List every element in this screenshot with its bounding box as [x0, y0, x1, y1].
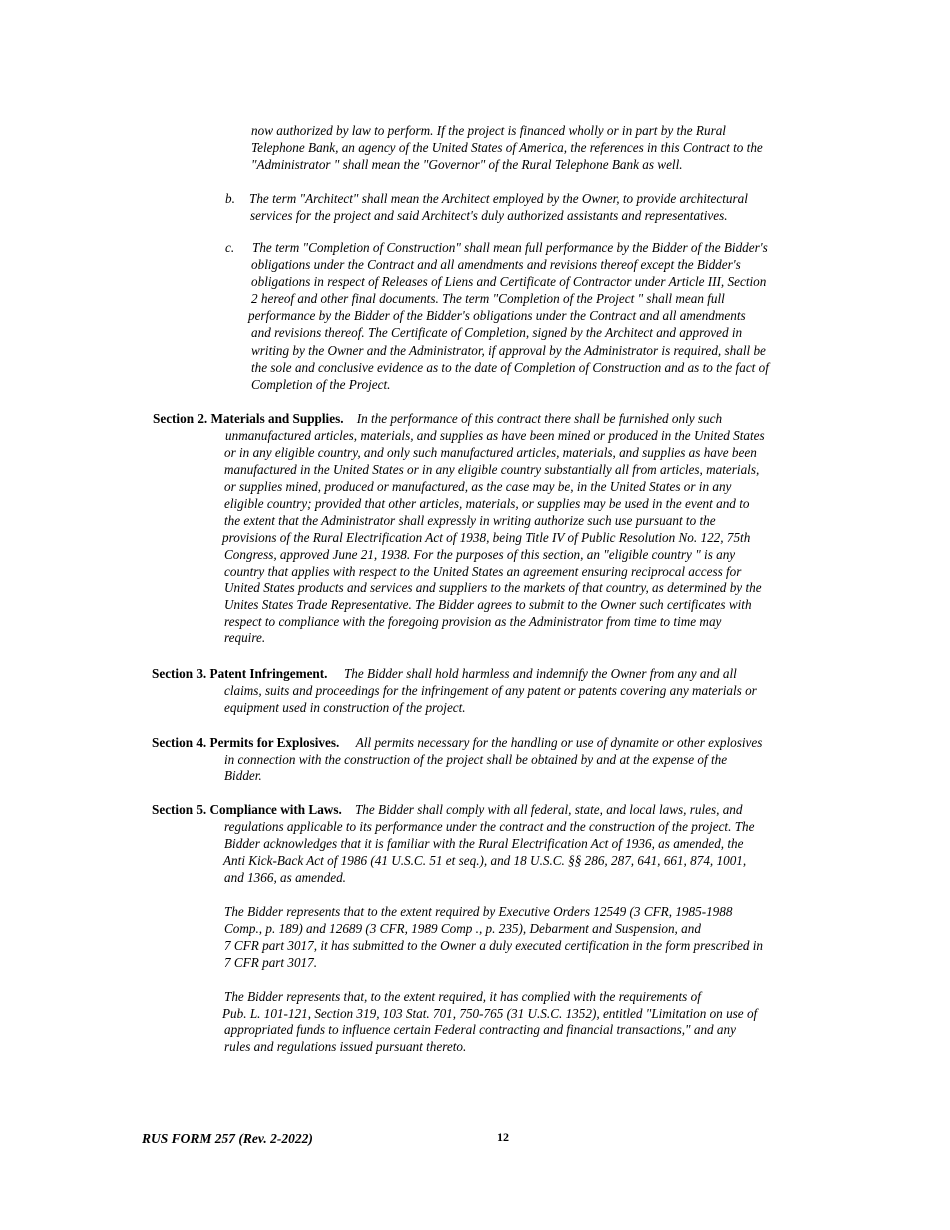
section-5-line: Bidder acknowledges that it is familiar with the Rural Electrification Act of 1936, as amended, the [224, 836, 744, 851]
section-2-line: respect to compliance with the foregoing provision as the Administrator from time to time may [224, 614, 722, 629]
section-4-title: Section 4. Permits for Explosives. [152, 735, 340, 750]
intro-line: "Administrator " shall mean the "Governor" of the Rural Telephone Bank as well. [251, 157, 683, 172]
section-5-heading [152, 801, 743, 818]
intro-line: now authorized by law to perform. If the project is financed wholly or in part by the Rural [251, 123, 726, 138]
item-c-line: 2 hereof and other final documents. The term "Completion of the Project " shall mean full [251, 291, 725, 306]
section-4-heading [152, 734, 762, 751]
section-3-line: claims, suits and proceedings for the infringement of any patent or patents covering any materials or [224, 683, 757, 698]
item-b-line: The term "Architect" shall mean the Architect employed by the Owner, to provide architectural [249, 191, 748, 206]
section-2-line: or in any eligible country, and only such manufactured articles, materials, and supplies as have been [224, 445, 757, 460]
section-2-line: provisions of the Rural Electrification Act of 1938, being Title IV of Public Resolution No. 122, 75th [222, 530, 751, 545]
section-5-line: regulations applicable to its performance under the contract and the construction of the project. The [224, 819, 755, 834]
section-3-first-line: The Bidder shall hold harmless and indemnify the Owner from any and all [343, 666, 737, 681]
section-3-line: equipment used in construction of the project. [224, 700, 466, 715]
section-2-line: require. [224, 630, 266, 645]
section-5-para3-line: rules and regulations issued pursuant thereto. [224, 1039, 467, 1054]
section-2-first-line: In the performance of this contract there shall be furnished only such [356, 411, 723, 426]
section-2-line: Unites States Trade Representative. The Bidder agrees to submit to the Owner such certificates with [224, 597, 752, 612]
section-5-para2-line: The Bidder represents that to the extent required by Executive Orders 12549 (3 CFR, 1985-1988 [224, 904, 733, 919]
section-5-para3-line: appropriated funds to influence certain Federal contracting and financial transactions," and any [224, 1022, 736, 1037]
section-5-para2-line: 7 CFR part 3017, it has submitted to the Owner a duly executed certification in the form prescribed in [224, 938, 764, 953]
item-b-marker: b. [225, 191, 235, 206]
item-c-marker: c. [225, 240, 235, 255]
item-c-line: writing by the Owner and the Administrator, if approval by the Administrator is required, shall be [251, 343, 766, 358]
item-c-line: The term "Completion of Construction" shall mean full performance by the Bidder of the Bidder's [252, 240, 768, 255]
section-5-para2-line: 7 CFR part 3017. [224, 955, 318, 970]
section-2-line: manufactured in the United States or in any eligible country substantially all from articles, materials, [224, 462, 760, 477]
item-c-line: performance by the Bidder of the Bidder's obligations under the Contract and all amendments [248, 308, 746, 323]
section-2-line: or supplies mined, produced or manufactured, as the case may be, in the United States or in any [224, 479, 732, 494]
section-3-heading [152, 665, 737, 682]
item-c-line: and revisions thereof. The Certificate of Completion, signed by the Architect and approved in [251, 325, 743, 340]
section-5-line: Anti Kick-Back Act of 1986 (41 U.S.C. 51 et seq.), and 18 U.S.C. §§ 286, 287, 641, 661, 874, 1001, [223, 853, 747, 868]
section-5-line: and 1366, as amended. [224, 870, 346, 885]
section-5-para3-line: Pub. L. 101-121, Section 319, 103 Stat. 701, 750-765 (31 U.S.C. 1352), entitled "Limitation on use of [222, 1006, 758, 1021]
section-2-title: Section 2. Materials and Supplies. [153, 411, 344, 426]
section-5-para3-line: The Bidder represents that, to the extent required, it has complied with the requirements of [224, 989, 701, 1004]
section-3-title: Section 3. Patent Infringement. [152, 666, 328, 681]
section-2-line: unmanufactured articles, materials, and supplies as have been mined or produced in the United States [225, 428, 765, 443]
section-4-line: in connection with the construction of the project shall be obtained by and at the expense of the [224, 752, 728, 767]
page-number: 12 [497, 1130, 509, 1144]
section-2-line: the extent that the Administrator shall expressly in writing authorize such use pursuant to the [224, 513, 716, 528]
section-2-line: Congress, approved June 21, 1938. For the purposes of this section, an "eligible country " is any [224, 547, 736, 562]
section-2-line: United States products and services and suppliers to the markets of that country, as determined by the [224, 580, 762, 595]
section-5-title: Section 5. Compliance with Laws. [152, 802, 342, 817]
item-b-line: services for the project and said Architect's duly authorized assistants and representatives. [250, 208, 728, 223]
item-c-line: obligations in respect of Releases of Liens and Certificate of Contractor under Article III, Section [251, 274, 767, 289]
section-4-line: Bidder. [224, 768, 262, 783]
section-2-line: country that applies with respect to the United States an agreement ensuring reciprocal access for [224, 564, 742, 579]
section-2-heading [153, 410, 722, 427]
item-c-line: Completion of the Project. [251, 377, 391, 392]
item-c-line: the sole and conclusive evidence as to the date of Completion of Construction and as to the fact of [251, 360, 769, 375]
section-4-first-line: All permits necessary for the handling or use of dynamite or other explosives [355, 735, 763, 750]
footer-form-label: RUS FORM 257 (Rev. 2-2022) [142, 1131, 313, 1146]
section-5-para2-line: Comp., p. 189) and 12689 (3 CFR, 1989 Comp ., p. 235), Debarment and Suspension, and [224, 921, 701, 936]
section-5-first-line: The Bidder shall comply with all federal, state, and local laws, rules, and [354, 802, 743, 817]
intro-line: Telephone Bank, an agency of the United States of America, the references in this Contract to the [251, 140, 763, 155]
section-2-line: eligible country; provided that other articles, materials, or supplies may be used in the event and to [224, 496, 750, 511]
item-c-line: obligations under the Contract and all amendments and revisions thereof except the Bidder's [251, 257, 741, 272]
